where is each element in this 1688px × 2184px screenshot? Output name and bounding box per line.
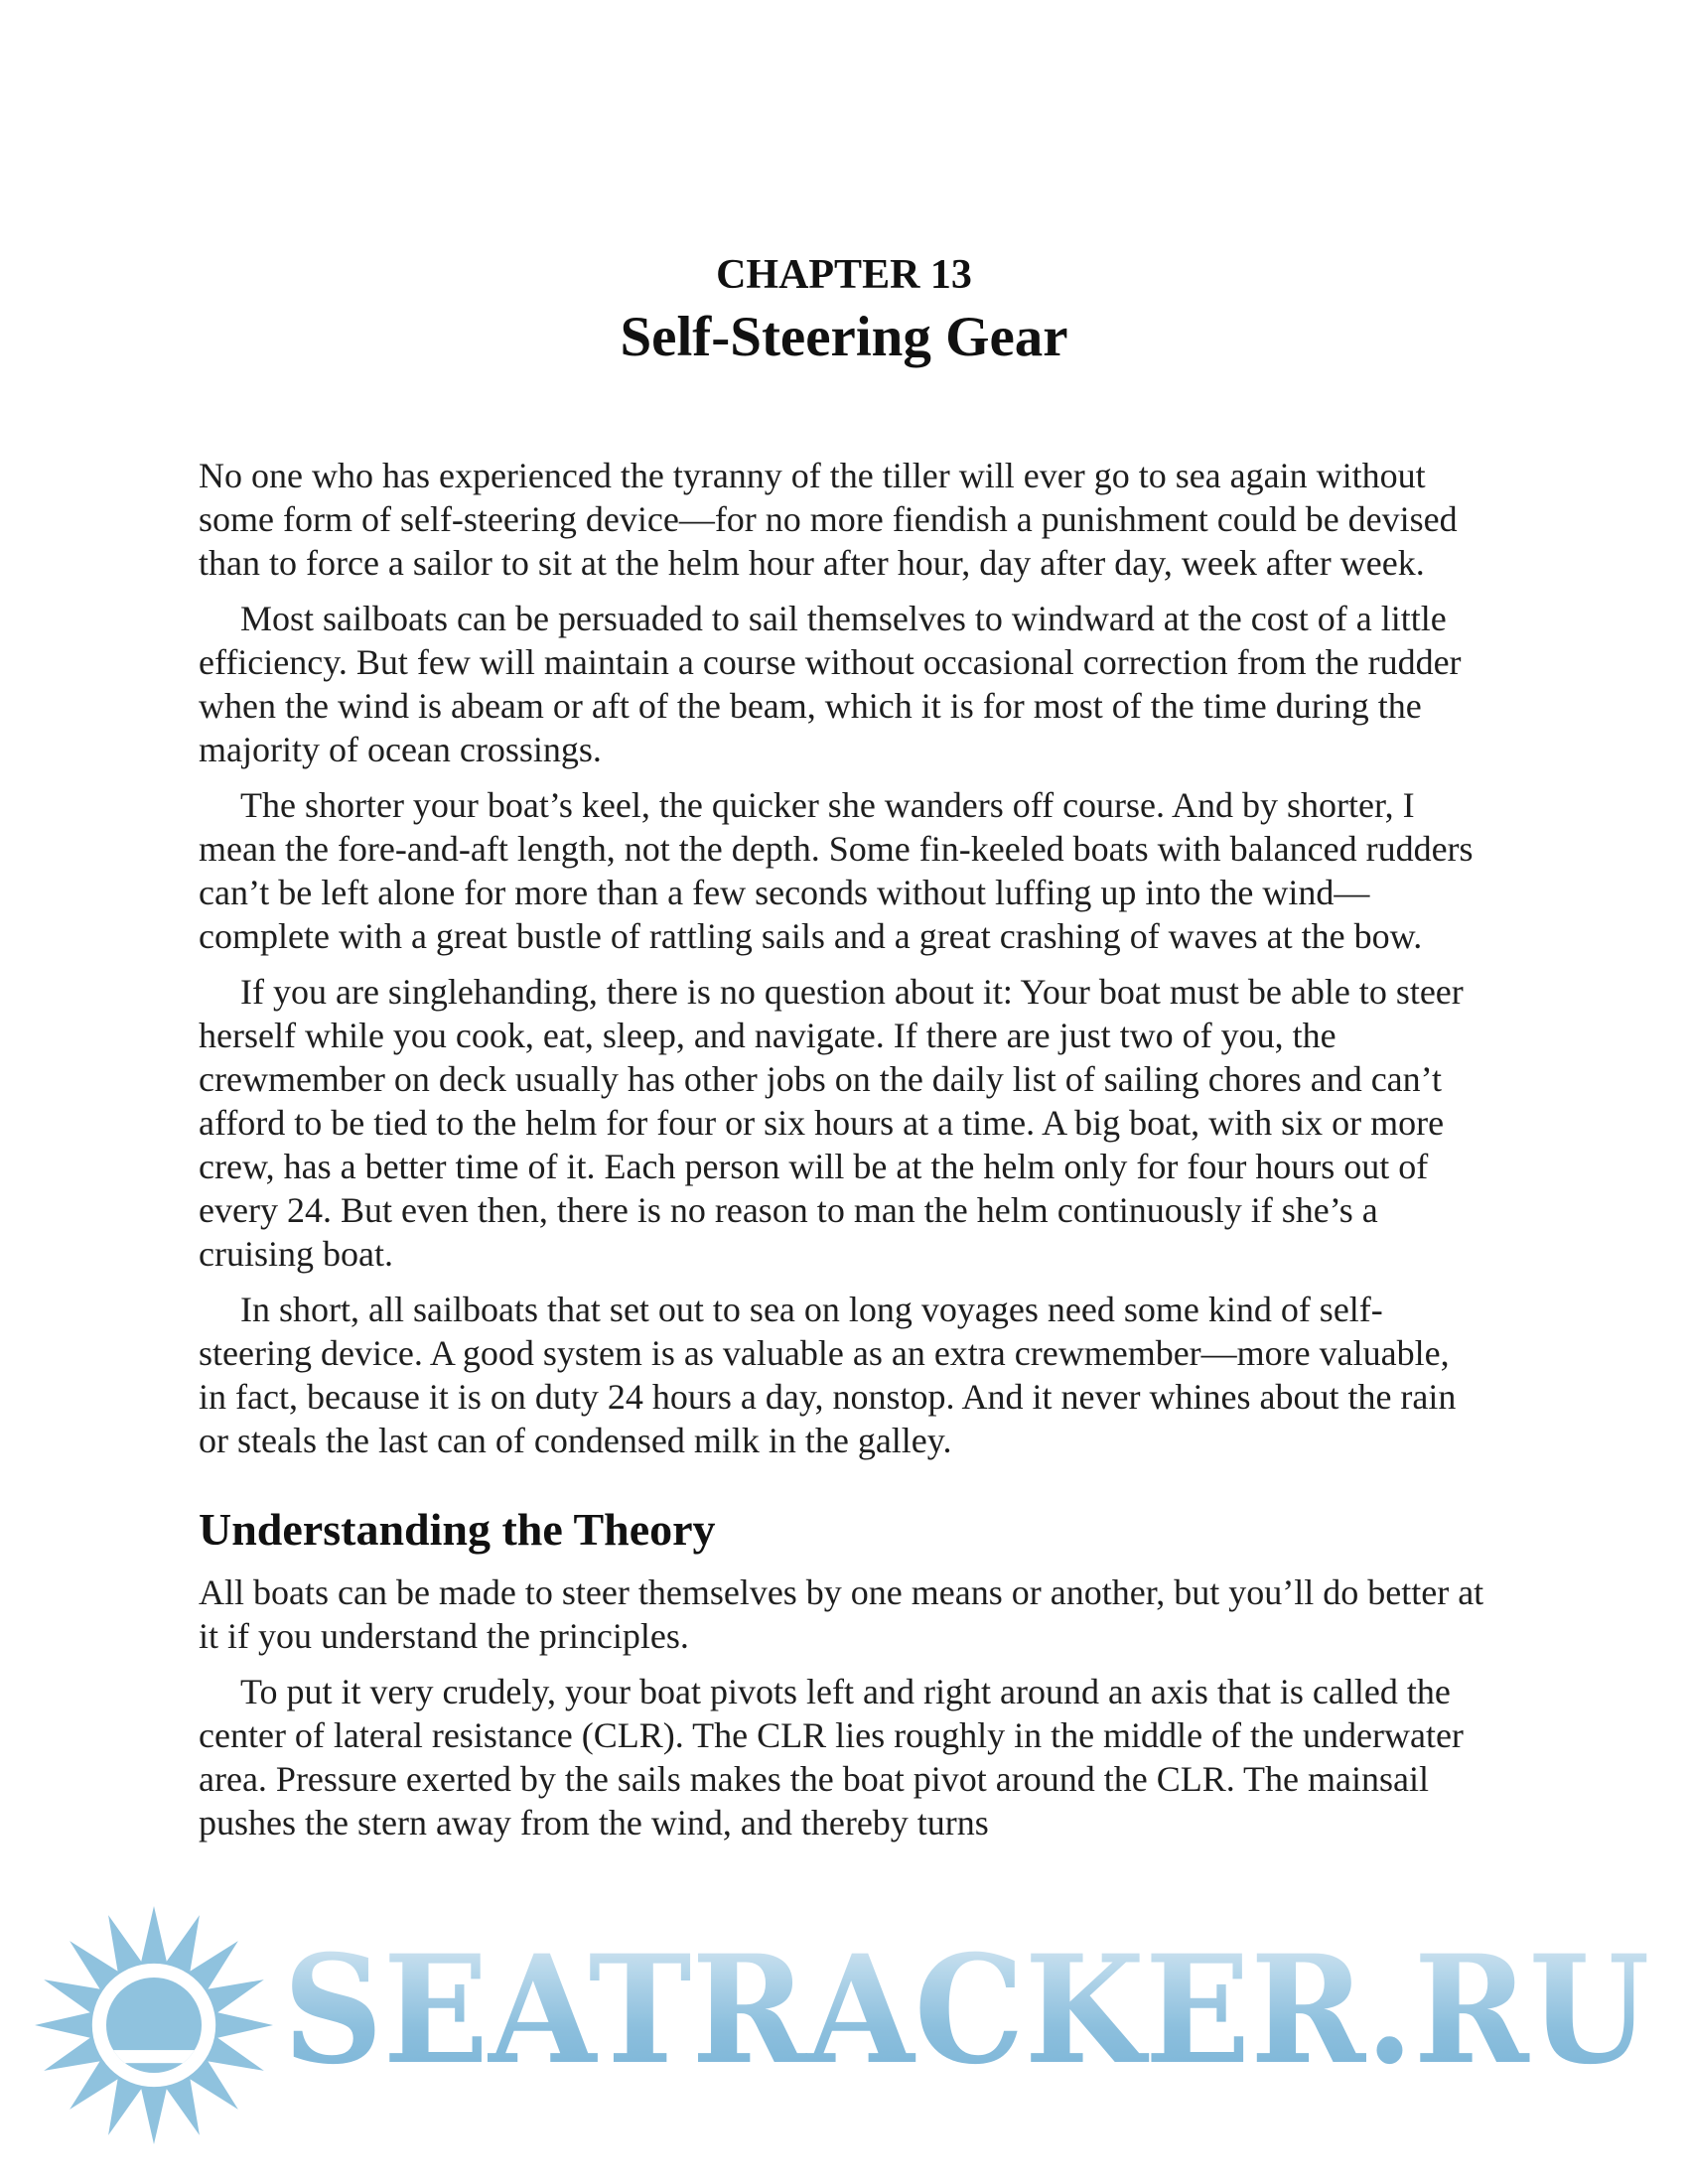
paragraph: If you are singlehanding, there is no question about it: Your boat must be able to steer herself while you cook, eat, sleep, and navigate. If there are just two of you, the crewmember on deck usually has other jobs on the daily list of sailing chores and can’t afford to be tied to the helm for four or six hours at a time. A big boat, with six or more crew, has a better time of it. Each person will be at the helm only for four hours out of every 24. But even then, there is no reason to man the helm continuously if she’s a cruising boat. (199, 971, 1464, 1274)
chapter-title: Self-Steering Gear (620, 306, 1068, 369)
paragraph: To put it very crudely, your boat pivots left and right around an axis that is called the center of lateral resistance (CLR). The CLR lies roughly in the middle of the underwater area. Pressure exerted by the sails makes the boat pivot around the CLR. The mainsail pushes the stern away from the wind, and thereby turns (199, 1671, 1464, 1843)
paragraph: No one who has experienced the tyranny of the tiller will ever go to sea again without some form of self-steering device—for no more fiendish a punishment could be devised than to force a sailor to sit at the helm hour after hour, day after day, week after week. (199, 455, 1458, 583)
chapter-label: CHAPTER 13 (716, 252, 972, 298)
section-heading: Understanding the Theory (199, 1503, 716, 1555)
paragraph: In short, all sailboats that set out to sea on long voyages need some kind of self-steering device. A good system is as valuable as an extra crewmember—more valuable, in fact, because it is on duty 24 hours a day, nonstop. And it never whines about the rain or steals the last can of condensed milk in the galley. (199, 1289, 1457, 1460)
watermark-text: SEATRACKER.RU (283, 1923, 1650, 2098)
paragraph: The shorter your boat’s keel, the quicker she wanders off course. And by shorter, I mean the fore-and-aft length, not the depth. Some fin-keeled boats with balanced rudders can’t be left alone for more than a few seconds without luffing up into the wind—complete with a great bustle of rattling sails and a great crashing of waves at the bow. (199, 784, 1474, 956)
watermark (35, 1876, 1648, 2144)
body-text (199, 454, 1485, 1844)
sun-starburst-icon (35, 1906, 273, 2144)
paragraph: Most sailboats can be persuaded to sail themselves to windward at the cost of a little efficiency. But few will maintain a course without occasional correction from the rudder when the wind is abeam or aft of the beam, which it is for most of the time during the majority of ocean crossings. (199, 598, 1462, 769)
paragraph: All boats can be made to steer themselves by one means or another, but you’ll do better at it if you understand the principles. (199, 1571, 1484, 1656)
